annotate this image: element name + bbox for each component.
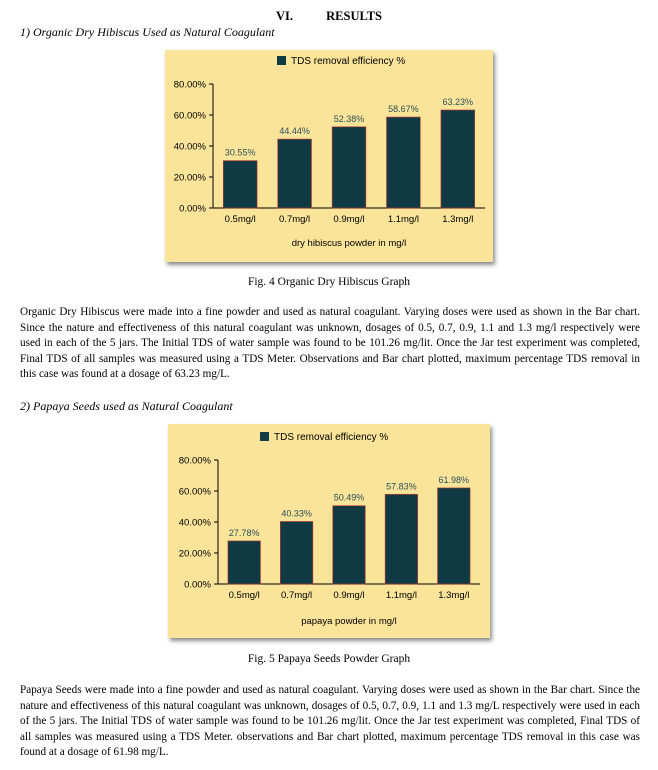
bar <box>387 117 421 208</box>
paragraph-hibiscus: Organic Dry Hibiscus were made into a fine powder and used as natural coagulant. Varying doses were used as shown in the Bar chart. Since the nature and effectiveness of this natural coagulant was unknown, dosages of 0.5, 0.7, 0.9, 1.1 and 1.3 mg/l respectively were used in each of the 5 jars. The Initial TDS of water sample was found to be 101.26 mg/lit. Once the Jar test experiment was completed, Final TDS of all samples was measured using a TDS Meter. Observations and Bar chart plotted, maximum percentage TDS removal in this case was found at a dosage of 63.23 mg/L. <box>20 306 640 380</box>
subheading-hibiscus: 1) Organic Dry Hibiscus Used as Natural Coagulant <box>20 25 275 39</box>
figure-caption-papaya: Fig. 5 Papaya Seeds Powder Graph <box>247 653 411 665</box>
y-tick-label: 0.00% <box>184 579 211 591</box>
x-axis-title: papaya powder in mg/l <box>301 616 397 627</box>
y-tick-label: 80.00% <box>178 455 211 467</box>
x-tick-label: 1.1mg/l <box>385 590 417 601</box>
data-label: 58.67% <box>388 104 419 115</box>
x-tick-label: 0.9mg/l <box>333 214 365 225</box>
bar <box>228 541 260 584</box>
subheading-papaya: 2) Papaya Seeds used as Natural Coagulant <box>20 399 233 413</box>
x-axis-title: dry hibiscus powder in mg/l <box>291 238 407 249</box>
y-tick-label: 80.00% <box>173 79 206 91</box>
bar <box>278 139 312 208</box>
chart-papaya <box>168 424 490 638</box>
data-label: 57.83% <box>386 481 417 492</box>
x-tick-label: 0.9mg/l <box>333 590 365 601</box>
data-label: 27.78% <box>228 527 260 538</box>
legend-swatch <box>260 432 269 441</box>
chart-hibiscus-svg <box>165 50 493 262</box>
legend-label: TDS removal efficiency % <box>274 432 389 443</box>
legend-swatch <box>277 56 286 65</box>
bar <box>438 488 470 584</box>
y-tick-label: 60.00% <box>178 486 211 498</box>
section-heading: RESULTS <box>326 9 382 23</box>
y-tick-label: 0.00% <box>179 203 206 215</box>
data-label: 52.38% <box>333 113 365 124</box>
x-tick-label: 0.7mg/l <box>281 590 313 601</box>
data-label: 40.33% <box>281 508 312 519</box>
x-tick-label: 1.3mg/l <box>442 214 474 225</box>
figure-caption-hibiscus: Fig. 4 Organic Dry Hibiscus Graph <box>247 276 411 288</box>
x-tick-label: 0.7mg/l <box>279 214 311 225</box>
x-tick-label: 1.3mg/l <box>438 590 470 601</box>
legend-label: TDS removal efficiency % <box>291 56 406 67</box>
section-number: VI. <box>276 9 294 23</box>
paragraph-papaya: Papaya Seeds were made into a fine powder and used as natural coagulant. Varying doses were used as shown in the Bar chart. Since the nature and effectiveness of this natural coagulant was unknown, dosages of 0.5, 0.7, 0.9, 1.1 and 1.3 mg/L respectively were used in each of the 5 jars. The Initial TDS of water sample was found to be 101.26 mg/lit. Once the Jar test experiment was completed, Final TDS of all samples was measured using a TDS Meter. observations and Bar chart plotted, maximum percentage TDS removal in this case was found at a dosage of 61.98 mg/L. <box>20 684 640 758</box>
chart-hibiscus <box>165 50 493 262</box>
x-tick-label: 0.5mg/l <box>224 214 256 225</box>
section-title <box>0 9 658 24</box>
data-label: 63.23% <box>442 96 474 107</box>
chart-papaya-svg <box>168 424 490 638</box>
bar <box>333 506 365 584</box>
data-label: 44.44% <box>279 126 310 137</box>
x-tick-label: 1.1mg/l <box>387 214 419 225</box>
y-tick-label: 20.00% <box>178 548 211 560</box>
data-label: 50.49% <box>333 492 365 503</box>
bar <box>441 110 475 208</box>
bar <box>385 494 417 584</box>
y-tick-label: 40.00% <box>173 141 206 153</box>
data-label: 61.98% <box>438 474 470 485</box>
y-tick-label: 40.00% <box>178 517 211 529</box>
y-tick-label: 20.00% <box>173 172 206 184</box>
x-tick-label: 0.5mg/l <box>228 590 260 601</box>
y-tick-label: 60.00% <box>173 110 206 122</box>
bar <box>332 127 366 208</box>
data-label: 30.55% <box>224 147 256 158</box>
bar <box>280 521 312 584</box>
bar <box>223 161 257 208</box>
